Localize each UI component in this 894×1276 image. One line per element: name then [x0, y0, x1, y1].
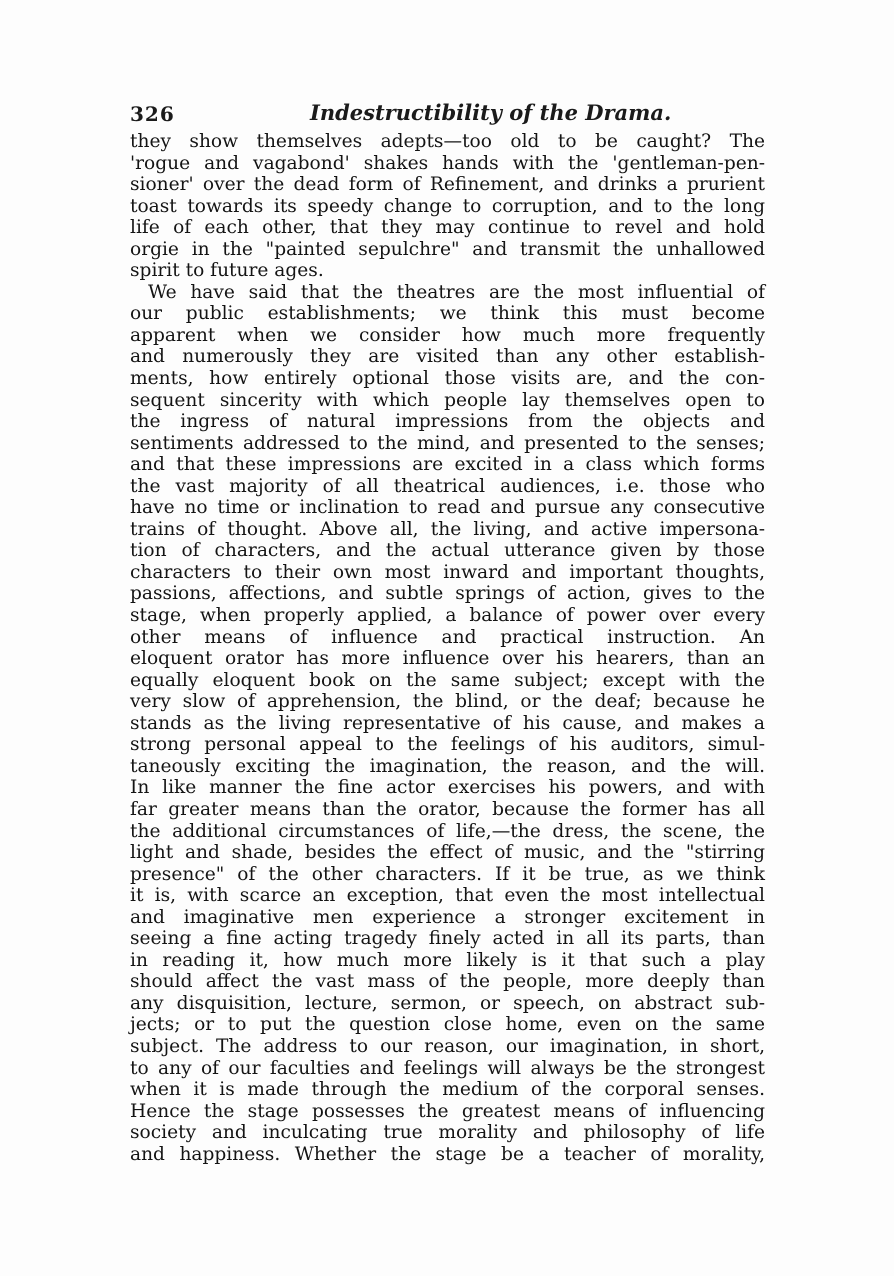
text-line: sentiments addressed to the mind, and presented to the senses; — [130, 432, 765, 454]
text-line: equally eloquent book on the same subject; except with the — [130, 669, 765, 691]
text-line: sequent sincerity with which people lay themselves open to — [130, 389, 765, 411]
text-line: they show themselves adepts—too old to be caught? The — [130, 131, 765, 152]
text-line: life of each other, that they may continue to revel and hold — [130, 217, 765, 239]
text-line: the additional circumstances of life,—the dress, the scene, the — [130, 820, 765, 842]
text-line: sioner' over the dead form of Refinement, and drinks a prurient — [130, 174, 765, 196]
text-line: it is, with scarce an exception, that even the most intellectual — [130, 885, 765, 907]
text-line: 'rogue and vagabond' shakes hands with the 'gentleman-pen- — [130, 152, 765, 174]
text-line: any disquisition, lecture, sermon, or speech, on abstract sub- — [130, 992, 765, 1014]
text-line: and numerously they are visited than any other establish- — [130, 346, 765, 368]
text-line: apparent when we consider how much more frequently — [130, 324, 765, 346]
text-line: jects; or to put the question close home, even on the same — [130, 1014, 765, 1036]
text-line: presence" of the other characters. If it be true, as we think — [130, 863, 765, 885]
text-line: trains of thought. Above all, the living, and active impersona- — [130, 518, 765, 540]
text-line: far greater means than the orator, because the former has all — [130, 798, 765, 820]
text-line: ments, how entirely optional those visits are, and the con- — [130, 368, 765, 390]
text-line: have no time or inclination to read and pursue any consecutive — [130, 497, 765, 519]
text-line: when it is made through the medium of the corporal senses. — [130, 1079, 765, 1101]
text-line: Hence the stage possesses the greatest means of influencing — [130, 1100, 765, 1122]
text-line: seeing a fine acting tragedy finely acted in all its parts, than — [130, 928, 765, 950]
text-line: and that these impressions are excited in a class which forms — [130, 454, 765, 476]
text-line: tion of characters, and the actual utterance given by those — [130, 540, 765, 562]
text-line: our public establishments; we think this must become — [130, 303, 765, 325]
text-line: strong personal appeal to the feelings of his auditors, simul- — [130, 734, 765, 756]
text-line: and imaginative men experience a stronger excitement in — [130, 906, 765, 928]
text-line: toast towards its speedy change to corruption, and to the long — [130, 195, 765, 217]
running-head — [130, 100, 765, 130]
running-title: Indestructibility of the Drama. — [310, 100, 672, 125]
text-line: orgie in the "painted sepulchre" and transmit the unhallowed — [130, 238, 765, 260]
text-line: taneously exciting the imagination, the reason, and the will. — [130, 755, 765, 777]
text-line: light and shade, besides the effect of music, and the "stirring — [130, 842, 765, 864]
body-text — [130, 131, 765, 1165]
text-line: passions, affections, and subtle springs of action, gives to the — [130, 583, 765, 605]
page-number: 326 — [130, 102, 175, 126]
text-line: the ingress of natural impressions from the objects and — [130, 411, 765, 433]
text-line: in reading it, how much more likely is it that such a play — [130, 949, 765, 971]
text-line: subject. The address to our reason, our imagination, in short, — [130, 1035, 765, 1057]
text-line: very slow of apprehension, the blind, or the deaf; because he — [130, 691, 765, 713]
text-line: We have said that the theatres are the most influential of — [148, 281, 765, 303]
text-line: other means of influence and practical instruction. An — [130, 626, 765, 648]
text-line: should affect the vast mass of the people, more deeply than — [130, 971, 765, 993]
text-line: stage, when properly applied, a balance of power over every — [130, 605, 765, 627]
text-line: spirit to future ages. — [130, 260, 324, 282]
text-line: the vast majority of all theatrical audiences, i.e. those who — [130, 475, 765, 497]
text-line: eloquent orator has more influence over his hearers, than an — [130, 648, 765, 670]
text-line: characters to their own most inward and important thoughts, — [130, 561, 765, 583]
text-line: In like manner the fine actor exercises his powers, and with — [130, 777, 765, 799]
text-line: stands as the living representative of his cause, and makes a — [130, 712, 765, 734]
text-line: society and inculcating true morality and philosophy of life — [130, 1122, 765, 1144]
text-line: and happiness. Whether the stage be a teacher of morality, — [130, 1143, 765, 1165]
text-line: to any of our faculties and feelings will always be the strongest — [130, 1057, 765, 1079]
